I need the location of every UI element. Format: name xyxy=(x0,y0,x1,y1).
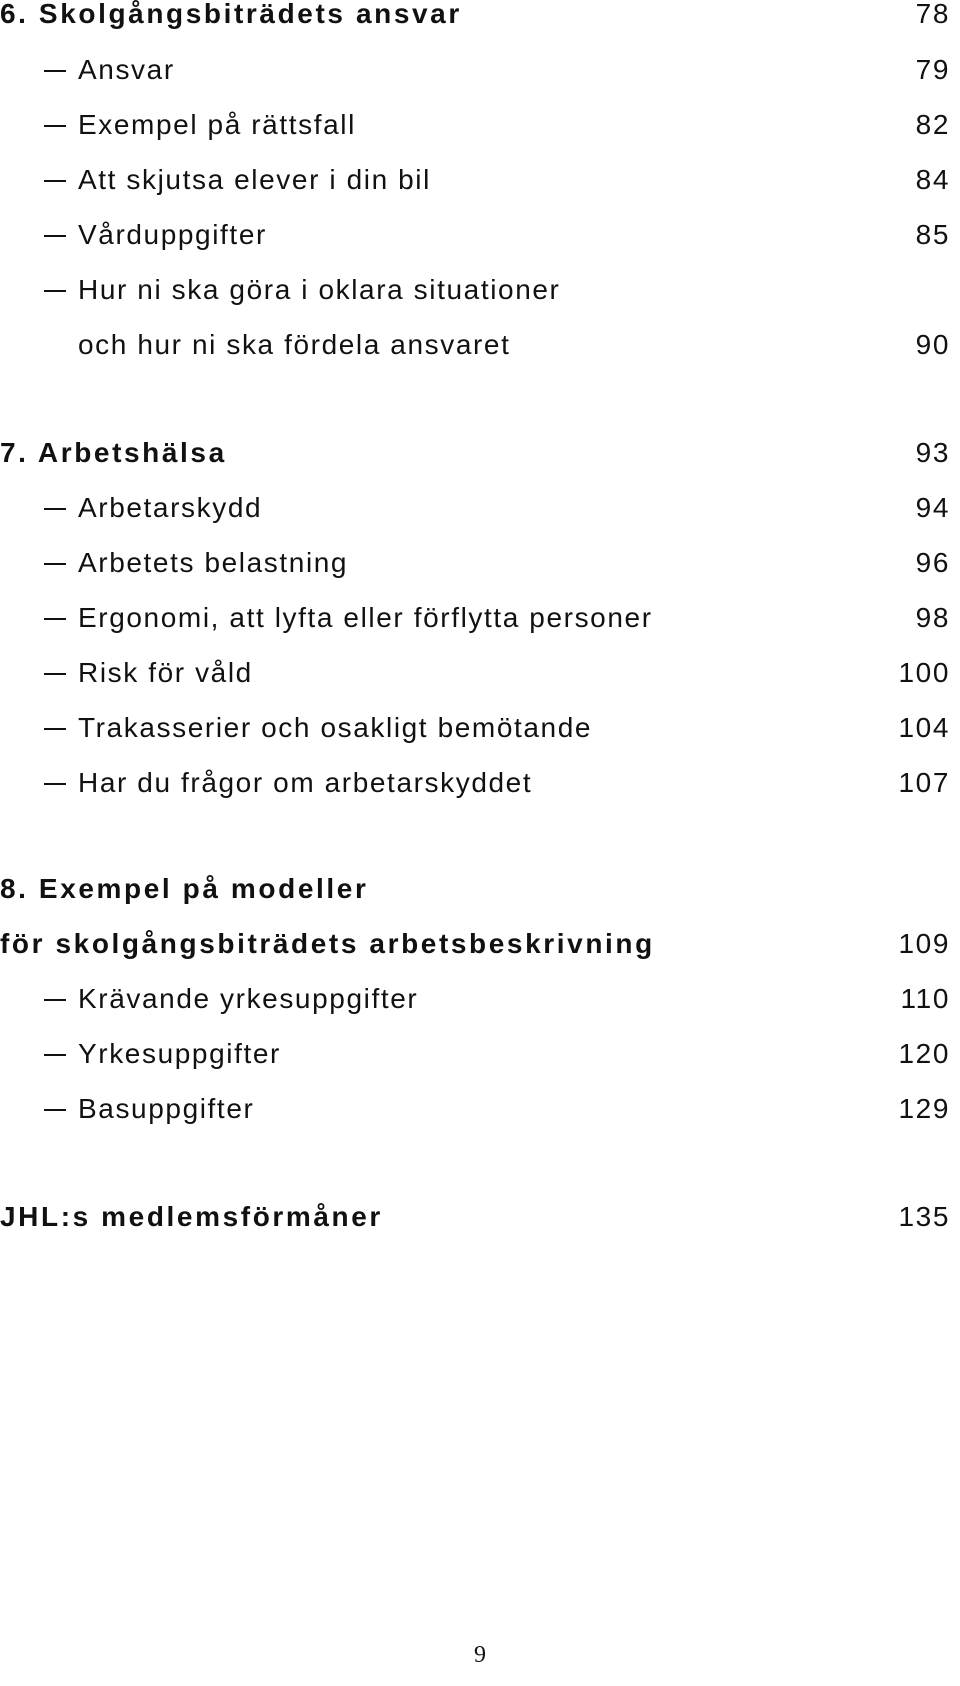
toc-item-page: 85 xyxy=(915,219,950,250)
toc-item xyxy=(0,763,950,803)
toc-item xyxy=(0,1034,950,1074)
toc-item-page: 110 xyxy=(900,983,950,1014)
dash-bullet-icon xyxy=(44,783,66,785)
toc-heading-6 xyxy=(0,0,950,34)
toc-item xyxy=(0,1089,950,1129)
dash-bullet-icon xyxy=(44,1109,66,1111)
toc-heading-page: 78 xyxy=(915,0,950,29)
toc-item xyxy=(0,215,950,255)
toc-item xyxy=(0,270,950,310)
toc-item xyxy=(0,979,950,1019)
toc-heading-title: 6. Skolgångsbiträdets ansvar xyxy=(0,0,462,29)
toc-item xyxy=(0,598,950,638)
toc-item-title: Ansvar xyxy=(78,54,175,85)
toc-heading-7 xyxy=(0,433,950,473)
toc-item xyxy=(0,543,950,583)
dash-bullet-icon xyxy=(44,1054,66,1056)
toc-item-title: Har du frågor om arbetarskyddet xyxy=(78,767,533,798)
dash-bullet-icon xyxy=(44,618,66,620)
toc-item-page: 129 xyxy=(898,1093,950,1124)
toc-item-title: Att skjutsa elever i din bil xyxy=(78,164,431,195)
toc-item xyxy=(0,488,950,528)
toc-item-page: 107 xyxy=(898,767,950,798)
dash-bullet-icon xyxy=(44,180,66,182)
toc-item-title: Krävande yrkesuppgifter xyxy=(78,983,419,1014)
toc-heading-8-continued xyxy=(0,924,950,964)
dash-bullet-icon xyxy=(44,290,66,292)
toc-item-page: 79 xyxy=(915,54,950,85)
toc-item xyxy=(0,105,950,145)
toc-item xyxy=(0,653,950,693)
toc-heading-title: 7. Arbetshälsa xyxy=(0,437,227,468)
dash-bullet-icon xyxy=(44,999,66,1001)
toc-item-page: 84 xyxy=(915,164,950,195)
dash-bullet-icon xyxy=(44,70,66,72)
toc-item-title: Hur ni ska göra i oklara situationer xyxy=(78,274,561,305)
toc-heading-title: för skolgångsbiträdets arbetsbeskrivning xyxy=(0,928,655,959)
toc-item-title: och hur ni ska fördela ansvaret xyxy=(78,329,511,360)
toc-heading-title: JHL:s medlemsförmåner xyxy=(0,1201,383,1232)
toc-item-page: 120 xyxy=(898,1038,950,1069)
toc-item-page: 104 xyxy=(898,712,950,743)
toc-heading-title: 8. Exempel på modeller xyxy=(0,873,369,904)
page-number: 9 xyxy=(474,1642,486,1668)
toc-item-title: Yrkesuppgifter xyxy=(78,1038,281,1069)
toc-item-title: Basuppgifter xyxy=(78,1093,255,1124)
toc-item-continuation xyxy=(0,325,950,365)
dash-bullet-icon xyxy=(44,673,66,675)
toc-item-title: Ergonomi, att lyfta eller förflytta personer xyxy=(78,602,653,633)
toc-item-page: 98 xyxy=(915,602,950,633)
toc-item-title: Trakasserier och osakligt bemötande xyxy=(78,712,593,743)
toc-item-title: Vårduppgifter xyxy=(78,219,267,250)
toc-item-title: Risk för våld xyxy=(78,657,253,688)
toc-heading-page: 135 xyxy=(898,1201,950,1232)
dash-bullet-icon xyxy=(44,563,66,565)
toc-heading-jhl xyxy=(0,1197,950,1237)
dash-bullet-icon xyxy=(44,125,66,127)
toc-item-page: 100 xyxy=(898,657,950,688)
toc-item xyxy=(0,50,950,90)
dash-bullet-icon xyxy=(44,235,66,237)
toc-item-page: 94 xyxy=(915,492,950,523)
dash-bullet-icon xyxy=(44,728,66,730)
toc-heading-page: 109 xyxy=(898,928,950,959)
dash-bullet-icon xyxy=(44,508,66,510)
toc-item xyxy=(0,708,950,748)
toc-heading-8 xyxy=(0,869,950,909)
toc-item-title: Arbetarskydd xyxy=(78,492,263,523)
toc-item-title: Arbetets belastning xyxy=(78,547,349,578)
toc-item-title: Exempel på rättsfall xyxy=(78,109,356,140)
toc-item-page: 82 xyxy=(915,109,950,140)
toc-item-page: 96 xyxy=(915,547,950,578)
toc-item xyxy=(0,160,950,200)
toc-item-page: 90 xyxy=(915,329,950,360)
toc-heading-page: 93 xyxy=(915,437,950,468)
